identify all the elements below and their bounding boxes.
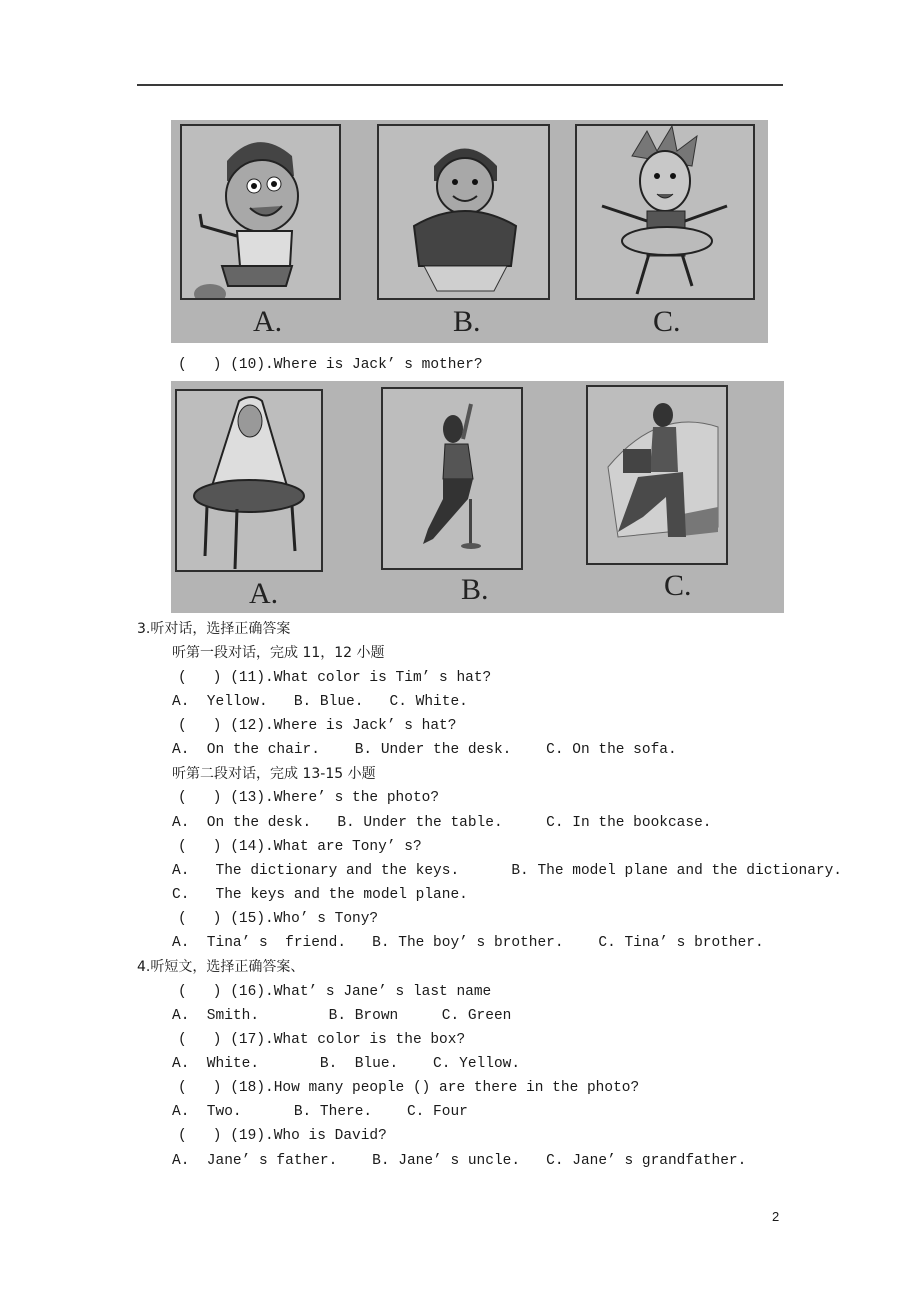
boy-in-jacket-icon bbox=[379, 126, 548, 298]
question-15-options: A. Tina’ s friend. B. The boy’ s brother. C. Tina’ s brother. bbox=[172, 935, 764, 951]
question-17: ( ) (17).What color is the box? bbox=[178, 1032, 466, 1048]
question-14-options-ab: A. The dictionary and the keys. B. The model plane and the dictionary. bbox=[172, 863, 843, 879]
section-3-part-2-instruction: 听第二段对话，完成 13-15 小题 bbox=[172, 766, 376, 782]
question-14-option-c: C. The keys and the model plane. bbox=[172, 887, 468, 903]
picture-c-woman-sofa bbox=[586, 385, 728, 565]
question-10: ( ) (10).Where is Jack’ s mother? bbox=[178, 357, 483, 373]
section-4-title: 4.听短文，选择正确答案、 bbox=[137, 959, 305, 975]
picture-b-boy-jacket bbox=[377, 124, 550, 300]
picture-c-boy-swim-ring bbox=[575, 124, 755, 300]
question-16: ( ) (16).What’ s Jane’ s last name bbox=[178, 984, 492, 1000]
question-14: ( ) (14).What are Tony’ s? bbox=[178, 839, 422, 855]
header-rule bbox=[137, 84, 783, 86]
question-13-options: A. On the desk. B. Under the table. C. In the bookcase. bbox=[172, 815, 712, 831]
question-19: ( ) (19).Who is David? bbox=[178, 1128, 387, 1144]
question-11: ( ) (11).What color is Tim’ s hat? bbox=[178, 670, 492, 686]
question-18: ( ) (18).How many people () are there in the photo? bbox=[178, 1080, 640, 1096]
picture-a-boy-cap bbox=[180, 124, 341, 300]
picture-a-woman-table bbox=[175, 389, 323, 572]
picture-b-woman-stool bbox=[381, 387, 523, 570]
page-number: 2 bbox=[772, 1209, 780, 1224]
question-15: ( ) (15).Who’ s Tony? bbox=[178, 911, 379, 927]
option-c-label: C. bbox=[653, 305, 681, 338]
question-12: ( ) (12).Where is Jack’ s hat? bbox=[178, 718, 457, 734]
section-3-title bbox=[137, 620, 290, 638]
question-11-options: A. Yellow. B. Blue. C. White. bbox=[172, 694, 468, 710]
question-10-pictures bbox=[171, 381, 784, 613]
option-a-label: A. bbox=[249, 577, 279, 610]
woman-at-table-icon bbox=[177, 391, 321, 570]
question-9-pictures bbox=[171, 120, 768, 343]
question-16-options: A. Smith. B. Brown C. Green bbox=[172, 1008, 512, 1024]
woman-on-sofa-laptop-icon bbox=[588, 387, 726, 563]
question-18-options: A. Two. B. There. C. Four bbox=[172, 1104, 468, 1120]
woman-on-stool-icon bbox=[383, 389, 521, 568]
boy-with-cap-icon bbox=[182, 126, 339, 298]
question-12-options: A. On the chair. B. Under the desk. C. On the sofa. bbox=[172, 742, 677, 758]
option-c-label: C. bbox=[664, 569, 692, 602]
question-17-options: A. White. B. Blue. C. Yellow. bbox=[172, 1056, 521, 1072]
option-b-label: B. bbox=[461, 573, 489, 606]
section-3-title-text: 3.听对话，选择正确答案 bbox=[137, 621, 291, 637]
question-13: ( ) (13).Where’ s the photo? bbox=[178, 790, 440, 806]
question-19-options: A. Jane’ s father. B. Jane’ s uncle. C. Jane’ s grandfather. bbox=[172, 1153, 747, 1169]
option-b-label: B. bbox=[453, 305, 481, 338]
section-3-part-1-instruction: 听第一段对话，完成 11，12 小题 bbox=[172, 645, 385, 661]
option-a-label: A. bbox=[253, 305, 283, 338]
boy-with-swim-ring-icon bbox=[577, 126, 753, 298]
